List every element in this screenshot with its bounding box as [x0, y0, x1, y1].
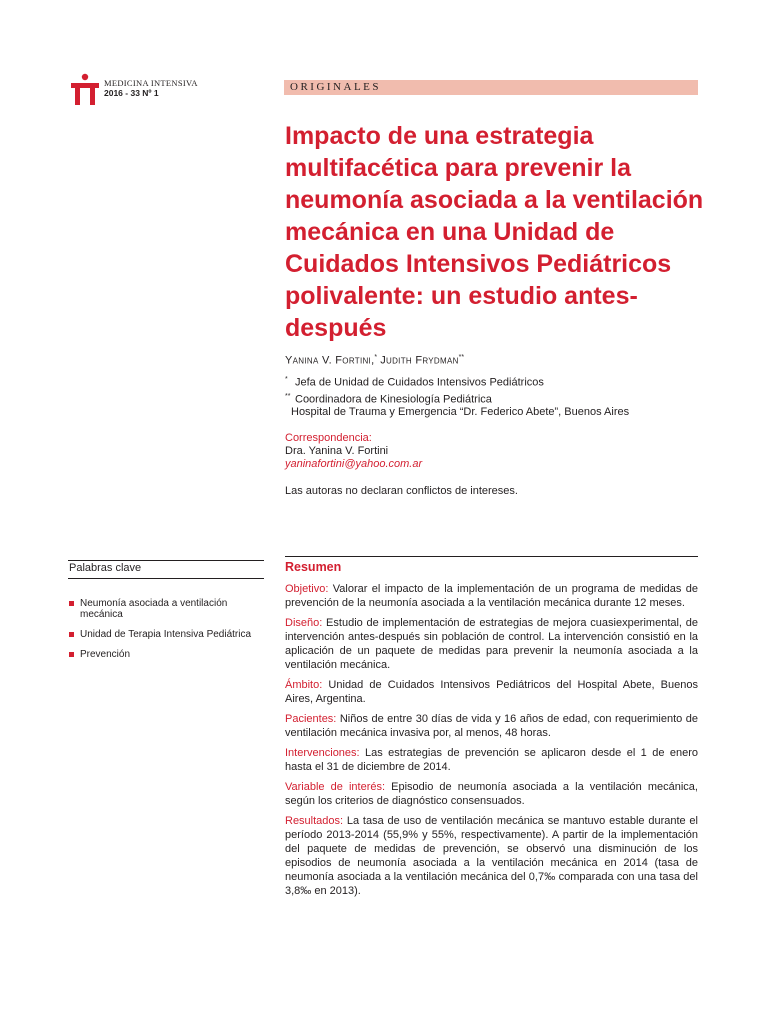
journal-info	[104, 78, 198, 98]
correspondence-label: Correspondencia:	[285, 432, 372, 444]
bullet-icon	[69, 632, 74, 637]
article-title: Impacto de una estrategia multifacética para prevenir la neumonía asociada a la ventilación mecánica en una Unidad de Cuidados Intensivos Pediátricos polivalente: un estudio antes-después	[285, 122, 704, 342]
abstract-title: Resumen	[285, 560, 342, 574]
affiliations	[285, 373, 544, 406]
abstract-section: Resultados: La tasa de uso de ventilación mecánica se mantuvo estable durante el período 2013-2014 (55,9% y 55%, respectivamente). A partir de la implementación del paquete de medidas de prevención, se observó una disminución de los episodios de neumonía asociada a la ventilación mecánica en 2014 (tasa de neumonía asociada a la ventilación mecánica del 0,7‰ comparada con una tasa del 3,8‰ en 2013).	[285, 815, 698, 897]
journal-issue: 2016 - 33 Nº 1	[104, 88, 159, 98]
keywords-top-rule	[68, 560, 264, 561]
author-mark: *	[374, 354, 378, 361]
abstract-section: Objetivo: Valorar el impacto de la implementación de un programa de medidas de prevención de la neumonía asociada a la ventilación mecánica durante 12 meses.	[285, 583, 698, 609]
section-bar	[284, 80, 698, 95]
author-name: Yanina V. Fortini,	[285, 354, 375, 367]
authors	[285, 354, 464, 367]
abstract-section: Diseño: Estudio de implementación de estrategias de mejora cuasiexperimental, de intervención antes-después sin población de control. La intervención consistió en la aplicación de un paquete de medidas para prevenir la neumonía asociada a la ventilación mecánica.	[285, 617, 698, 671]
journal-logo	[68, 73, 102, 107]
bullet-icon	[69, 652, 74, 657]
keywords-divider	[68, 578, 264, 579]
abstract-body	[285, 582, 698, 904]
keyword-item: Unidad de Terapia Intensiva Pediátrica	[69, 629, 265, 640]
author-mark: **	[458, 354, 465, 361]
abstract-section: Pacientes: Niños de entre 30 días de vida y 16 años de edad, con requerimiento de ventilación mecánica invasiva por, al menos, 48 horas.	[285, 713, 698, 739]
correspondence-name: Dra. Yanina V. Fortini	[285, 445, 389, 457]
affiliation-mark: **	[285, 392, 291, 400]
conflicts-statement: Las autoras no declaran conflictos de intereses.	[285, 485, 518, 497]
abstract-section: Variable de interés: Episodio de neumonía asociada a la ventilación mecánica, según los criterios de diagnóstico consensuados.	[285, 781, 698, 807]
abstract-section: Ámbito: Unidad de Cuidados Intensivos Pediátricos del Hospital Abete, Buenos Aires, Argentina.	[285, 679, 698, 705]
keywords-title: Palabras clave	[69, 562, 142, 574]
correspondence	[285, 432, 422, 471]
keywords-list	[69, 598, 265, 669]
keyword-item: Neumonía asociada a ventilación mecánica	[69, 598, 265, 620]
hospital: Hospital de Trauma y Emergencia “Dr. Federico Abete”, Buenos Aires	[291, 406, 630, 418]
affiliation-mark: *	[285, 376, 288, 383]
keyword-item: Prevención	[69, 649, 265, 660]
abstract-section: Intervenciones: Las estrategias de prevención se aplicaron desde el 1 de enero hasta el 31 de diciembre de 2014.	[285, 747, 698, 773]
affiliation-text: Coordinadora de Kinesiología Pediátrica	[295, 393, 492, 406]
abstract-rule	[285, 556, 698, 557]
affiliation-text: Jefa de Unidad de Cuidados Intensivos Pediátricos	[295, 376, 544, 389]
correspondence-email[interactable]: yaninafortini@yahoo.com.ar	[285, 458, 423, 470]
bullet-icon	[69, 601, 74, 606]
author-name: Judith Frydman	[380, 354, 459, 367]
section-label: ORIGINALES	[290, 81, 381, 93]
journal-name: MEDICINA INTENSIVA	[104, 78, 198, 88]
